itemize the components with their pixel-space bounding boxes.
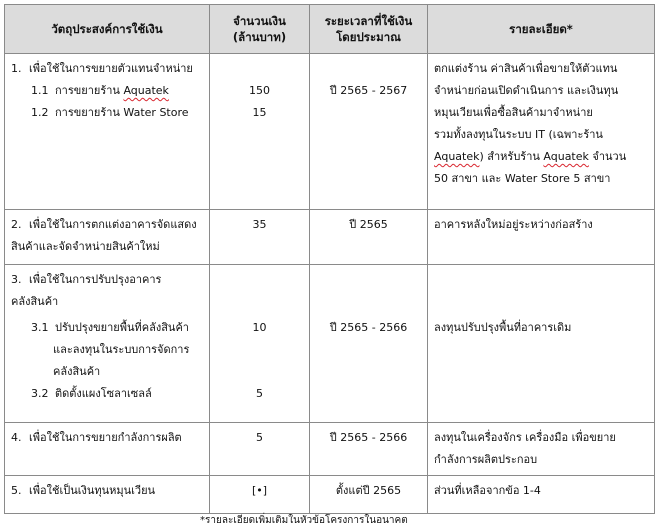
details-line: ลงทุนปรับปรุงพื้นที่อาคารเดิม <box>434 321 572 334</box>
header-period <box>310 5 428 54</box>
details-line <box>434 146 648 168</box>
row-number: 5. <box>11 484 22 497</box>
objective-cell <box>5 476 210 514</box>
details-line: จำหน่ายก่อนเปิดดำเนินการ และเงินทุน <box>434 84 619 97</box>
sub-item-text: และลงทุนในระบบการจัดการ <box>53 343 190 356</box>
row-title-text: เพื่อใช้ในการปรับปรุงอาคาร <box>29 273 162 286</box>
sub-item-number: 3.2 <box>31 387 49 400</box>
details-text: จำนวน <box>588 150 627 163</box>
sub-item-text: การขยายร้าน <box>55 84 124 97</box>
amount-value: 150 <box>249 84 270 97</box>
brand-text: Aquatek <box>543 150 589 163</box>
row-title <box>11 427 203 449</box>
row-title-text: เพื่อใช้ในการตกแต่งอาคารจัดแสดง <box>29 218 197 231</box>
sub-item-text: ปรับปรุงขยายพื้นที่คลังสินค้า <box>55 321 189 334</box>
header-row <box>5 5 655 54</box>
header-amount-line1: จำนวนเงิน <box>233 14 286 28</box>
amount-value: 15 <box>252 106 267 119</box>
table-row <box>5 265 655 423</box>
header-period-line2: โดยประมาณ <box>336 30 401 44</box>
details-cell <box>428 423 655 476</box>
sub-item-text: คลังสินค้า <box>53 365 101 378</box>
row-title-text: เพื่อใช้ในการขยายกำลังการผลิต <box>29 431 182 444</box>
row-title-text: เพื่อใช้เป็นเงินทุนหมุนเวียน <box>29 484 156 497</box>
amount-cell <box>210 265 310 423</box>
sub-item-brand: Aquatek <box>123 84 169 97</box>
sub-item-text: การขยายร้าน Water Store <box>55 106 189 119</box>
details-cell <box>428 54 655 210</box>
objective-cell <box>5 210 210 265</box>
details-text: ) สำหรับร้าน <box>479 150 544 163</box>
amount-cell: 35 <box>210 210 310 265</box>
sub-item-text: ติดตั้งแผงโซลาเซลล์ <box>55 387 152 400</box>
details-cell: อาคารหลังใหม่อยู่ระหว่างก่อสร้าง <box>428 210 655 265</box>
objective-cell <box>5 265 210 423</box>
sub-item <box>11 102 203 124</box>
header-amount <box>210 5 310 54</box>
period-cell: ตั้งแต่ปี 2565 <box>310 476 428 514</box>
sub-item-number: 1.1 <box>31 84 49 97</box>
table-row <box>5 476 655 514</box>
details-line: กำลังการผลิตประกอบ <box>434 453 538 466</box>
amount-value: 5 <box>256 387 263 400</box>
details-line: รวมทั้งลงทุนในระบบ IT (เฉพาะร้าน <box>434 128 603 141</box>
header-details: รายละเอียด* <box>428 5 655 54</box>
row-title-text: คลังสินค้า <box>11 295 59 308</box>
header-period-line1: ระยะเวลาที่ใช้เงิน <box>324 14 413 28</box>
period-value: ปี 2565 - 2567 <box>329 84 408 97</box>
row-title <box>11 214 203 236</box>
table-container <box>4 4 654 514</box>
table-row <box>5 54 655 210</box>
sub-item <box>11 383 203 405</box>
details-cell: ส่วนที่เหลือจากข้อ 1-4 <box>428 476 655 514</box>
row-title <box>11 480 203 502</box>
row-title <box>11 58 203 80</box>
header-amount-line2: (ล้านบาท) <box>232 30 287 44</box>
period-cell <box>310 54 428 210</box>
details-line: หมุนเวียนเพื่อซื้อสินค้ามาจำหน่าย <box>434 106 593 119</box>
header-objective: วัตถุประสงค์การใช้เงิน <box>5 5 210 54</box>
details-cell <box>428 265 655 423</box>
table-row <box>5 423 655 476</box>
fund-usage-table <box>4 4 655 514</box>
row-number: 3. <box>11 273 22 286</box>
table-row <box>5 210 655 265</box>
row-number: 2. <box>11 218 22 231</box>
footnote: *รายละเอียดเพิ่มเติมในหัวข้อโครงการในอนาคต <box>200 515 408 526</box>
row-title-text: เพื่อใช้ในการขยายตัวแทนจำหน่าย <box>29 62 193 75</box>
details-line: 50 สาขา และ Water Store 5 สาขา <box>434 172 611 185</box>
objective-cell <box>5 54 210 210</box>
period-cell <box>310 265 428 423</box>
brand-text: Aquatek <box>434 150 480 163</box>
sub-item <box>11 80 203 102</box>
objective-cell <box>5 423 210 476</box>
row-title-text: สินค้าและจัดจำหน่ายสินค้าใหม่ <box>11 240 160 253</box>
amount-cell: [•] <box>210 476 310 514</box>
period-cell: ปี 2565 <box>310 210 428 265</box>
sub-item-number: 3.1 <box>31 321 49 334</box>
amount-value: 10 <box>252 321 267 334</box>
period-cell: ปี 2565 - 2566 <box>310 423 428 476</box>
row-title <box>11 269 203 291</box>
period-value: ปี 2565 - 2566 <box>329 321 408 334</box>
sub-item <box>11 317 203 339</box>
row-number: 1. <box>11 62 22 75</box>
row-number: 4. <box>11 431 22 444</box>
amount-cell: 5 <box>210 423 310 476</box>
sub-item-number: 1.2 <box>31 106 49 119</box>
details-line: ตกแต่งร้าน ค่าสินค้าเพื่อขายให้ตัวแทน <box>434 62 618 75</box>
details-line: ลงทุนในเครื่องจักร เครื่องมือ เพื่อขยาย <box>434 431 616 444</box>
amount-cell <box>210 54 310 210</box>
